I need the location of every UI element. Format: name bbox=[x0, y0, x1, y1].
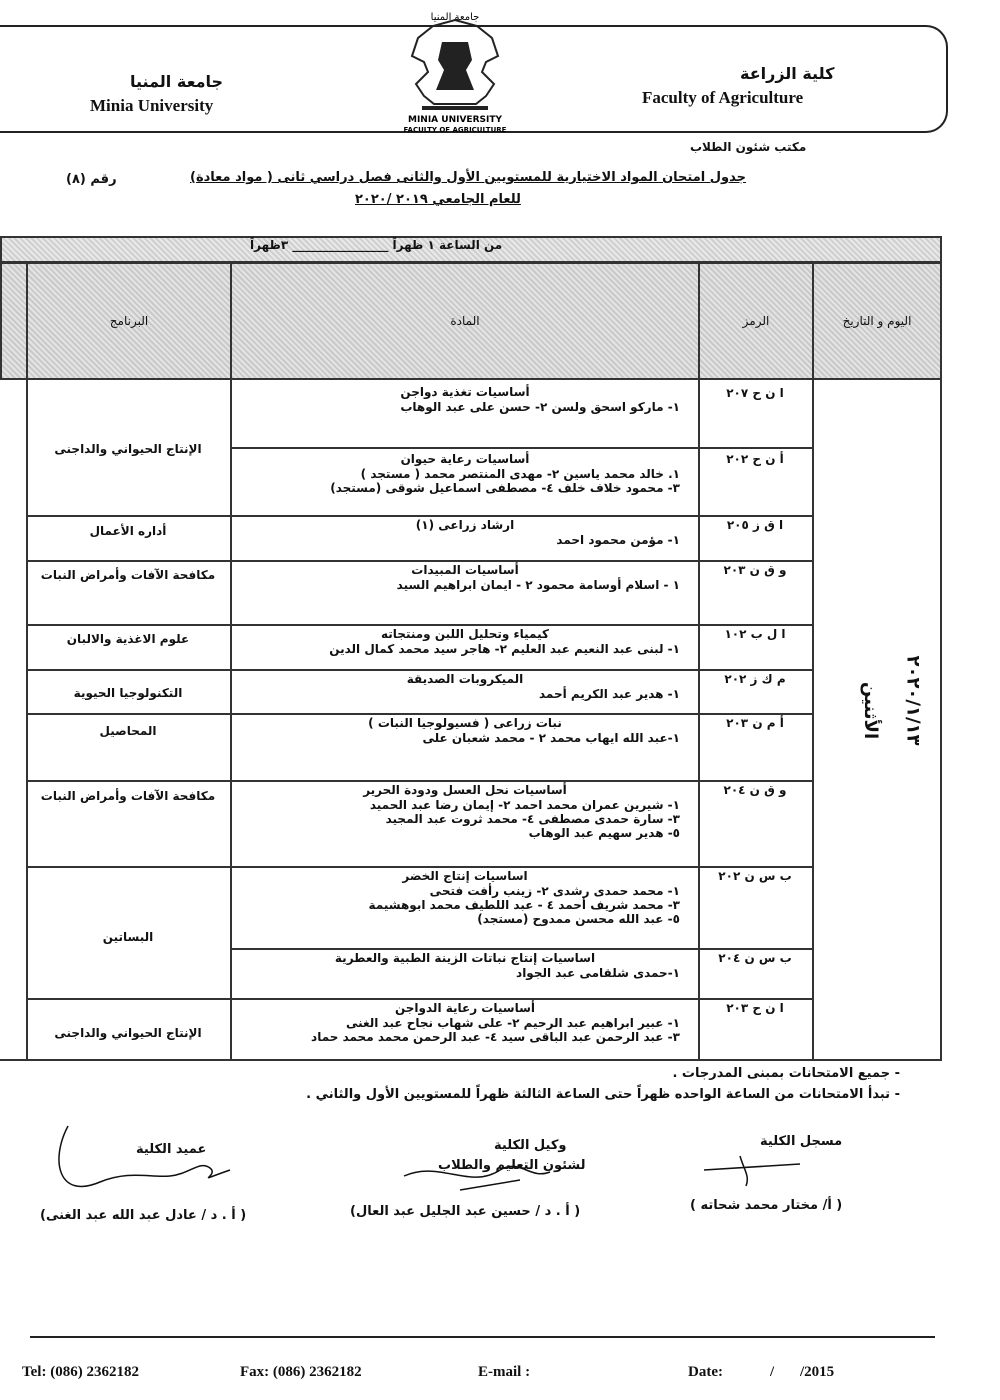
border bbox=[940, 380, 942, 1060]
student-line: ١- مؤمن محمود احمد bbox=[556, 533, 680, 547]
subject-title: اساسيات إنتاج الخضر bbox=[402, 869, 528, 883]
subject-title: ارشاد زراعى (١) bbox=[415, 518, 515, 532]
svg-text:MINIA UNIVERSITY: MINIA UNIVERSITY bbox=[407, 115, 503, 125]
course-code: م ك ز ٢٠٢ bbox=[724, 672, 786, 686]
row-border bbox=[26, 998, 814, 1000]
document-number: رقم (٨) bbox=[66, 172, 117, 187]
student-line: ١- ماركو اسحق ولسن ٢- حسن على عبد الوهاب bbox=[400, 400, 680, 414]
row-border bbox=[230, 948, 814, 950]
vice-dean-title: وكيل الكلية bbox=[494, 1138, 567, 1153]
office-label: مكتب شئون الطلاب bbox=[690, 140, 807, 154]
border bbox=[26, 380, 28, 1060]
exam-table bbox=[0, 262, 942, 1062]
registrar-name: ( أ/ مختار محمد شحاته ) bbox=[690, 1198, 843, 1213]
dean-title: عميد الكلية bbox=[136, 1142, 207, 1157]
program-name: الإنتاج الحيواني والداجنى bbox=[54, 442, 202, 456]
header-code: الرمز bbox=[698, 262, 814, 380]
subject-title: أساسيات المبيدات bbox=[411, 563, 519, 577]
program-name: علوم الاغذية والالبان bbox=[66, 632, 190, 646]
dean-signature bbox=[40, 1120, 270, 1210]
footer-date-sep: / bbox=[770, 1364, 775, 1380]
student-line: ٣- محمود خلاف خلف ٤- مصطفى اسماعيل شوقى (مستجد) bbox=[330, 481, 680, 495]
program-name: التكنولوجيا الحيوية bbox=[73, 686, 183, 700]
subject-cell bbox=[232, 672, 698, 701]
subject-cell bbox=[232, 716, 698, 745]
subject-cell bbox=[232, 627, 698, 656]
subject-cell bbox=[232, 783, 698, 840]
program-name: أداره الأعمال bbox=[89, 524, 167, 538]
student-line: ١- عبير ابراهيم عبد الرحيم ٢- على شهاب نجاح عبد الغنى bbox=[345, 1016, 680, 1030]
student-line: ١. خالد محمد ياسين ٢- مهدى المنتصر محمد ( مستجد ) bbox=[360, 467, 680, 481]
subject-cell bbox=[232, 385, 698, 414]
program-name: مكافحة الآفات وأمراض النبات bbox=[40, 568, 216, 582]
row-border bbox=[26, 560, 814, 562]
footer-fax: Fax: (086) 2362182 bbox=[240, 1364, 362, 1380]
course-code: ا ن ح ٢٠٧ bbox=[726, 386, 784, 400]
footer-tel: Tel: (086) 2362182 bbox=[22, 1364, 139, 1380]
student-line: ٥- هدير سهيم عبد الوهاب bbox=[528, 826, 680, 840]
vice-dean-signature bbox=[400, 1150, 560, 1210]
header-extra bbox=[0, 262, 28, 380]
day-date-cell bbox=[820, 390, 930, 1060]
svg-text:FACULTY OF AGRICULTURE: FACULTY OF AGRICULTURE bbox=[403, 126, 507, 134]
academic-year: للعام الجامعي ٢٠١٩ /٢٠٢٠ bbox=[355, 192, 521, 207]
exam-day: الأثنين bbox=[860, 681, 882, 740]
course-code: و ق ن ٢٠٤ bbox=[723, 783, 787, 797]
subject-title: الميكروبات الصديقة bbox=[406, 672, 524, 686]
student-line: ١-حمدى شلقامى عبد الجواد bbox=[516, 966, 680, 980]
header-program: البرنامج bbox=[26, 262, 232, 380]
course-code: ا ق ز ٢٠٥ bbox=[726, 518, 784, 532]
subject-title: اساسيات إنتاج نباتات الزينة الطبية والعطرية bbox=[334, 951, 596, 965]
row-border bbox=[26, 866, 814, 868]
faculty-name-english: Faculty of Agriculture bbox=[642, 88, 804, 107]
student-line: ٣- سارة حمدى مصطفى ٤- محمد ثروت عبد المجيد bbox=[385, 812, 680, 826]
subject-cell bbox=[232, 869, 698, 926]
student-line: ٣- عبد الرحمن عبد الباقى سيد ٤- عبد الرحمن محمد محمد حماد bbox=[311, 1030, 680, 1044]
registrar-title: مسجل الكلية bbox=[760, 1134, 843, 1149]
student-line: ٥- عبد الله محسن ممدوح (مستجد) bbox=[477, 912, 680, 926]
border bbox=[812, 380, 814, 1060]
subject-cell bbox=[232, 951, 698, 980]
course-code: ا ل ب ١٠٢ bbox=[724, 627, 786, 641]
row-border bbox=[26, 780, 814, 782]
header-day-date: اليوم و التاريخ bbox=[812, 262, 942, 380]
course-code: و ق ن ٢٠٣ bbox=[723, 563, 787, 577]
student-line: ١ - اسلام أوسامة محمود ٢ - ايمان ابراهيم السيد bbox=[396, 578, 680, 592]
subject-cell bbox=[232, 452, 698, 495]
university-name-english: Minia University bbox=[90, 96, 214, 115]
note-item: - تبدأ الامتحانات من الساعة الواحده ظهراً حتى الساعة الثالثة ظهراً للمستويين الأول والثاني . bbox=[306, 1087, 900, 1102]
course-code: أ ن ح ٢٠٢ bbox=[726, 452, 784, 466]
university-name-arabic: جامعة المنيا bbox=[130, 72, 224, 91]
subject-title: أساسيات رعاية حيوان bbox=[400, 452, 530, 466]
header-subject: المادة bbox=[230, 262, 700, 380]
course-code: ا ن ح ٢٠٣ bbox=[726, 1001, 784, 1015]
student-line: ١- محمد حمدى رشدى ٢- زينب رأفت فتحى bbox=[429, 884, 680, 898]
row-border bbox=[0, 1059, 942, 1061]
course-code: ب س ن ٢٠٢ bbox=[718, 869, 792, 883]
vice-dean-name: ( أ . د / حسين عبد الجليل عبد العال) bbox=[350, 1204, 581, 1219]
university-logo bbox=[382, 12, 528, 134]
subject-title: كيمياء وتحليل اللبن ومنتجاته bbox=[381, 627, 549, 641]
subject-cell bbox=[232, 563, 698, 592]
footer-date-year: /2015 bbox=[800, 1364, 835, 1380]
footer-email: E-mail : bbox=[478, 1364, 531, 1380]
subject-cell bbox=[232, 1001, 698, 1044]
exam-time: من الساعة ١ ظهراً ________________ ٣ظهراً bbox=[250, 238, 503, 252]
subject-title: نبات زراعى ( فسيولوجيا النبات ) bbox=[368, 716, 562, 730]
faculty-name-arabic: كلية الزراعة bbox=[740, 64, 835, 83]
document-title: جدول امتحان المواد الاختيارية للمستويين الأول والثانى فصل دراسي ثانى ( مواد معادة) bbox=[190, 170, 746, 185]
exam-date: ٢٠٢٠/١/١٣ bbox=[902, 655, 924, 746]
program-name: مكافحة الآفات وأمراض النبات bbox=[40, 789, 216, 803]
student-line: ١- لبنى عبد النعيم عبد العليم ٢- هاجر سيد محمد كمال الدين bbox=[329, 642, 680, 656]
student-line: ٣- محمد شريف أحمد ٤ - عبد اللطيف محمد ابوهشيمة bbox=[368, 898, 680, 912]
note-item: - جميع الامتحانات بمبنى المدرجات . bbox=[672, 1066, 900, 1081]
vice-dean-title-2: لشئون التعليم والطلاب bbox=[438, 1158, 586, 1173]
program-name: المحاصيل bbox=[99, 724, 157, 738]
notes bbox=[300, 1066, 900, 1108]
subject-title: أساسيات رعاية الدواجن bbox=[394, 1001, 535, 1015]
footer-date-label: Date: bbox=[688, 1364, 723, 1380]
footer-divider bbox=[30, 1336, 935, 1338]
subject-title: أساسيات نحل العسل ودودة الحرير bbox=[363, 783, 567, 797]
program-name: البساتين bbox=[102, 930, 154, 944]
dean-name: ( أ . د / عادل عبد الله عبد الغنى) bbox=[40, 1208, 247, 1223]
row-border bbox=[26, 624, 814, 626]
registrar-signature bbox=[700, 1150, 820, 1190]
subject-title: أساسيات تغذية دواجن bbox=[400, 385, 530, 399]
row-border bbox=[26, 713, 814, 715]
student-line: ١- شيرين عمران محمد احمد ٢- إيمان رضا عبد الحميد bbox=[369, 798, 680, 812]
program-name: الإنتاج الحيواني والداجنى bbox=[54, 1026, 202, 1040]
row-border bbox=[26, 669, 814, 671]
course-code: أ م ن ٢٠٣ bbox=[726, 716, 784, 730]
svg-text:جامعة المنيا: جامعة المنيا bbox=[430, 12, 480, 23]
subject-cell bbox=[232, 518, 698, 547]
row-border bbox=[26, 515, 814, 517]
student-line: ١-عبد الله ايهاب محمد ٢ - محمد شعبان على bbox=[422, 731, 680, 745]
student-line: ١- هدير عبد الكريم أحمد bbox=[539, 687, 680, 701]
row-border bbox=[230, 447, 814, 449]
course-code: ب س ن ٢٠٤ bbox=[718, 951, 792, 965]
